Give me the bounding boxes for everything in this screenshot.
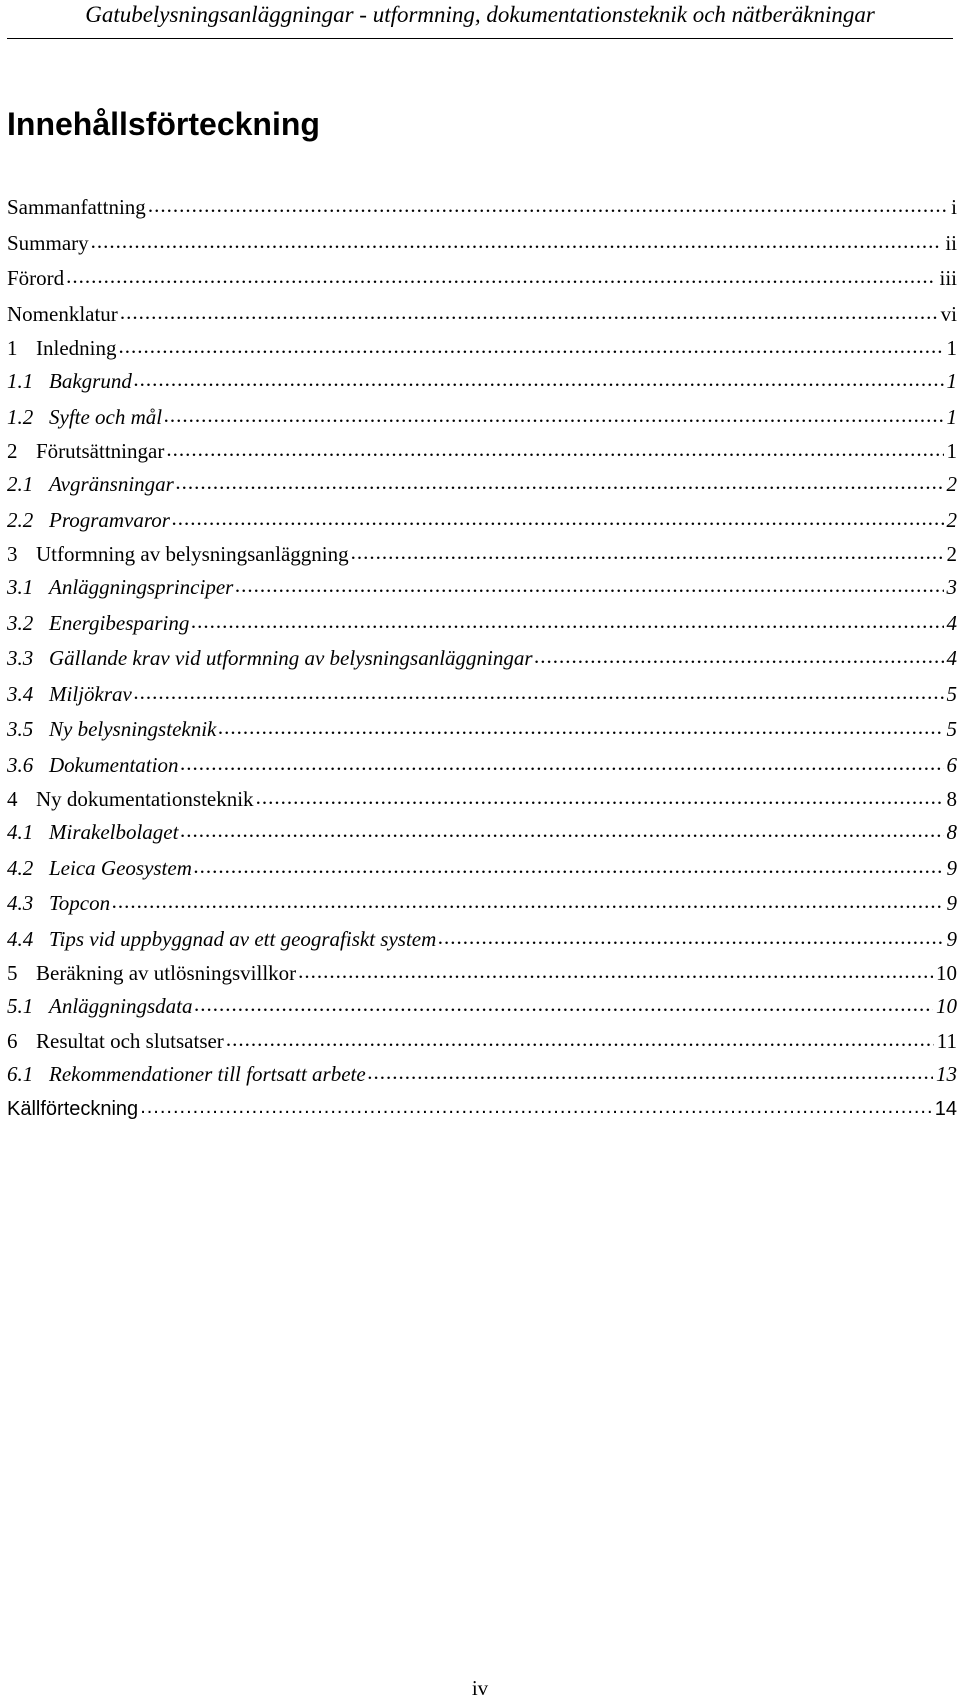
toc-entry-number: 4.1 [7, 820, 34, 844]
dot-leader [176, 465, 944, 501]
table-of-contents [7, 190, 957, 1126]
toc-entry-page: vi [940, 301, 957, 326]
dot-leader [438, 920, 943, 956]
page-number: iv [471, 1676, 489, 1700]
toc-entry-number: 3.4 [7, 681, 34, 706]
toc-entry[interactable] [7, 261, 957, 297]
toc-entry[interactable] [7, 815, 957, 851]
toc-entry-title: Källförteckning [7, 1098, 139, 1120]
toc-entry-page: ii [945, 230, 957, 255]
toc-entry-page: 8 [946, 820, 957, 844]
toc-entry[interactable] [7, 400, 957, 436]
toc-entry[interactable] [7, 538, 957, 570]
toc-entry-title: Mirakelbolaget [49, 820, 179, 844]
dot-leader [120, 295, 938, 331]
toc-entry[interactable] [7, 1092, 957, 1126]
toc-entry-number: 4.2 [7, 855, 34, 880]
toc-entry-title: Ny belysningsteknik [49, 717, 217, 741]
toc-entry-number: 5 [7, 961, 18, 985]
toc-entry-number: 3.5 [7, 717, 34, 741]
toc-entry-title: Förutsättningar [36, 439, 165, 463]
toc-entry-number: 3.1 [7, 575, 34, 599]
toc-entry-title: Bakgrund [49, 369, 132, 393]
toc-entry-number: 1 [7, 336, 18, 360]
dot-leader [235, 568, 943, 604]
dot-leader [180, 813, 943, 849]
dot-leader [172, 501, 944, 537]
toc-entry[interactable] [7, 783, 957, 815]
toc-entry-page: i [951, 195, 957, 219]
toc-entry-title: Ny dokumentationsteknik [36, 787, 254, 811]
toc-entry-page: 1 [946, 439, 957, 463]
toc-entry-page: 9 [946, 855, 957, 880]
toc-entry-page: 9 [946, 926, 957, 951]
running-header: Gatubelysningsanläggningar - utformning, dokumentationsteknik och nätberäkningar [85, 2, 875, 27]
dot-leader [351, 536, 944, 568]
toc-entry-title: Dokumentation [49, 752, 179, 777]
toc-entry[interactable] [7, 851, 957, 887]
toc-entry-title: Inledning [36, 336, 117, 360]
toc-entry-title: Energibesparing [49, 610, 190, 635]
dot-leader [118, 330, 943, 362]
toc-entry-title: Sammanfattning [7, 195, 146, 219]
toc-entry[interactable] [7, 503, 957, 539]
toc-entry[interactable] [7, 886, 957, 922]
toc-entry-page: 2 [946, 542, 957, 566]
toc-entry-title: Gällande krav vid utformning av belysningsanläggningar [49, 646, 533, 670]
toc-entry-title: Leica Geosystem [49, 855, 192, 880]
toc-entry-page: iii [939, 266, 957, 290]
toc-entry-number: 2 [7, 439, 18, 463]
dot-leader [66, 259, 936, 295]
toc-entry[interactable] [7, 1025, 957, 1057]
toc-entry-number: 2.2 [7, 507, 34, 532]
toc-entry[interactable] [7, 226, 957, 262]
toc-entry-number: 1.1 [7, 369, 34, 393]
toc-entry-page: 14 [934, 1098, 957, 1120]
toc-entry[interactable] [7, 677, 957, 713]
toc-entry-title: Beräkning av utlösningsvillkor [36, 961, 297, 985]
toc-entry[interactable] [7, 748, 957, 784]
dot-leader [298, 955, 933, 987]
dot-leader [164, 398, 943, 434]
toc-entry-page: 13 [936, 1061, 957, 1086]
toc-entry-page: 8 [946, 787, 957, 811]
toc-entry[interactable] [7, 467, 957, 503]
dot-leader [134, 675, 944, 711]
toc-entry-number: 5.1 [7, 994, 34, 1018]
toc-entry-number: 1.2 [7, 404, 34, 429]
toc-entry[interactable] [7, 712, 957, 748]
dot-leader [166, 433, 943, 465]
dot-leader [140, 1090, 932, 1124]
toc-entry[interactable] [7, 332, 957, 364]
toc-entry-page: 10 [936, 961, 957, 985]
dot-leader [148, 188, 948, 224]
toc-entry-page: 4 [946, 646, 957, 670]
toc-entry[interactable] [7, 989, 957, 1025]
toc-entry-page: 2 [946, 507, 957, 532]
dot-leader [180, 746, 943, 782]
toc-entry-title: Programvaror [49, 507, 170, 532]
toc-entry-title: Avgränsningar [49, 472, 174, 496]
toc-heading: Innehållsförteckning [7, 106, 320, 142]
toc-entry-page: 4 [946, 610, 957, 635]
dot-leader [134, 362, 944, 398]
toc-entry[interactable] [7, 641, 957, 677]
dot-leader [535, 639, 944, 675]
toc-entry-number: 6.1 [7, 1061, 34, 1086]
dot-leader [226, 1023, 934, 1055]
toc-entry-title: Tips vid uppbyggnad av ett geografiskt system [49, 926, 437, 951]
toc-entry-page: 1 [946, 369, 957, 393]
toc-entry-number: 3.2 [7, 610, 34, 635]
toc-entry-page: 2 [946, 472, 957, 496]
toc-entry-title: Förord [7, 266, 65, 290]
toc-entry[interactable] [7, 922, 957, 958]
toc-entry-page: 9 [946, 891, 957, 915]
toc-entry-title: Resultat och slutsatser [36, 1028, 224, 1053]
dot-leader [91, 224, 943, 260]
toc-entry-page: 5 [946, 681, 957, 706]
toc-entry-title: Miljökrav [49, 681, 132, 706]
dot-leader [256, 781, 944, 813]
toc-entry-page: 1 [946, 404, 957, 429]
toc-entry-title: Anläggningsprinciper [49, 575, 234, 599]
toc-entry[interactable] [7, 957, 957, 989]
toc-entry[interactable] [7, 1057, 957, 1093]
toc-entry-number: 6 [7, 1028, 18, 1053]
toc-entry[interactable] [7, 364, 957, 400]
toc-entry-page: 3 [946, 575, 957, 599]
toc-entry-title: Utformning av belysningsanläggning [36, 542, 349, 566]
toc-entry[interactable] [7, 606, 957, 642]
toc-entry-title: Anläggningsdata [49, 994, 193, 1018]
toc-entry-title: Topcon [49, 891, 111, 915]
toc-entry-title: Rekommendationer till fortsatt arbete [49, 1061, 366, 1086]
toc-entry-number: 4.4 [7, 926, 34, 951]
toc-entry-number: 2.1 [7, 472, 34, 496]
toc-entry-title: Summary [7, 230, 89, 255]
header-rule [7, 38, 953, 39]
dot-leader [195, 987, 933, 1023]
toc-entry-number: 3.6 [7, 752, 34, 777]
toc-entry[interactable] [7, 435, 957, 467]
dot-leader [218, 710, 943, 746]
toc-entry[interactable] [7, 297, 957, 333]
toc-entry-number: 4 [7, 787, 18, 811]
toc-entry-page: 6 [946, 752, 957, 777]
dot-leader [194, 849, 944, 885]
dot-leader [191, 604, 943, 640]
toc-entry-number: 4.3 [7, 891, 34, 915]
dot-leader [112, 884, 943, 920]
toc-entry-title: Nomenklatur [7, 301, 118, 326]
toc-entry-page: 1 [946, 336, 957, 360]
toc-entry-page: 11 [936, 1028, 957, 1053]
toc-entry-page: 5 [946, 717, 957, 741]
toc-entry-page: 10 [936, 994, 957, 1018]
dot-leader [368, 1055, 933, 1091]
toc-entry[interactable] [7, 570, 957, 606]
toc-entry-number: 3 [7, 542, 18, 566]
toc-entry-title: Syfte och mål [49, 404, 163, 429]
toc-entry[interactable] [7, 190, 957, 226]
toc-entry-number: 3.3 [7, 646, 34, 670]
